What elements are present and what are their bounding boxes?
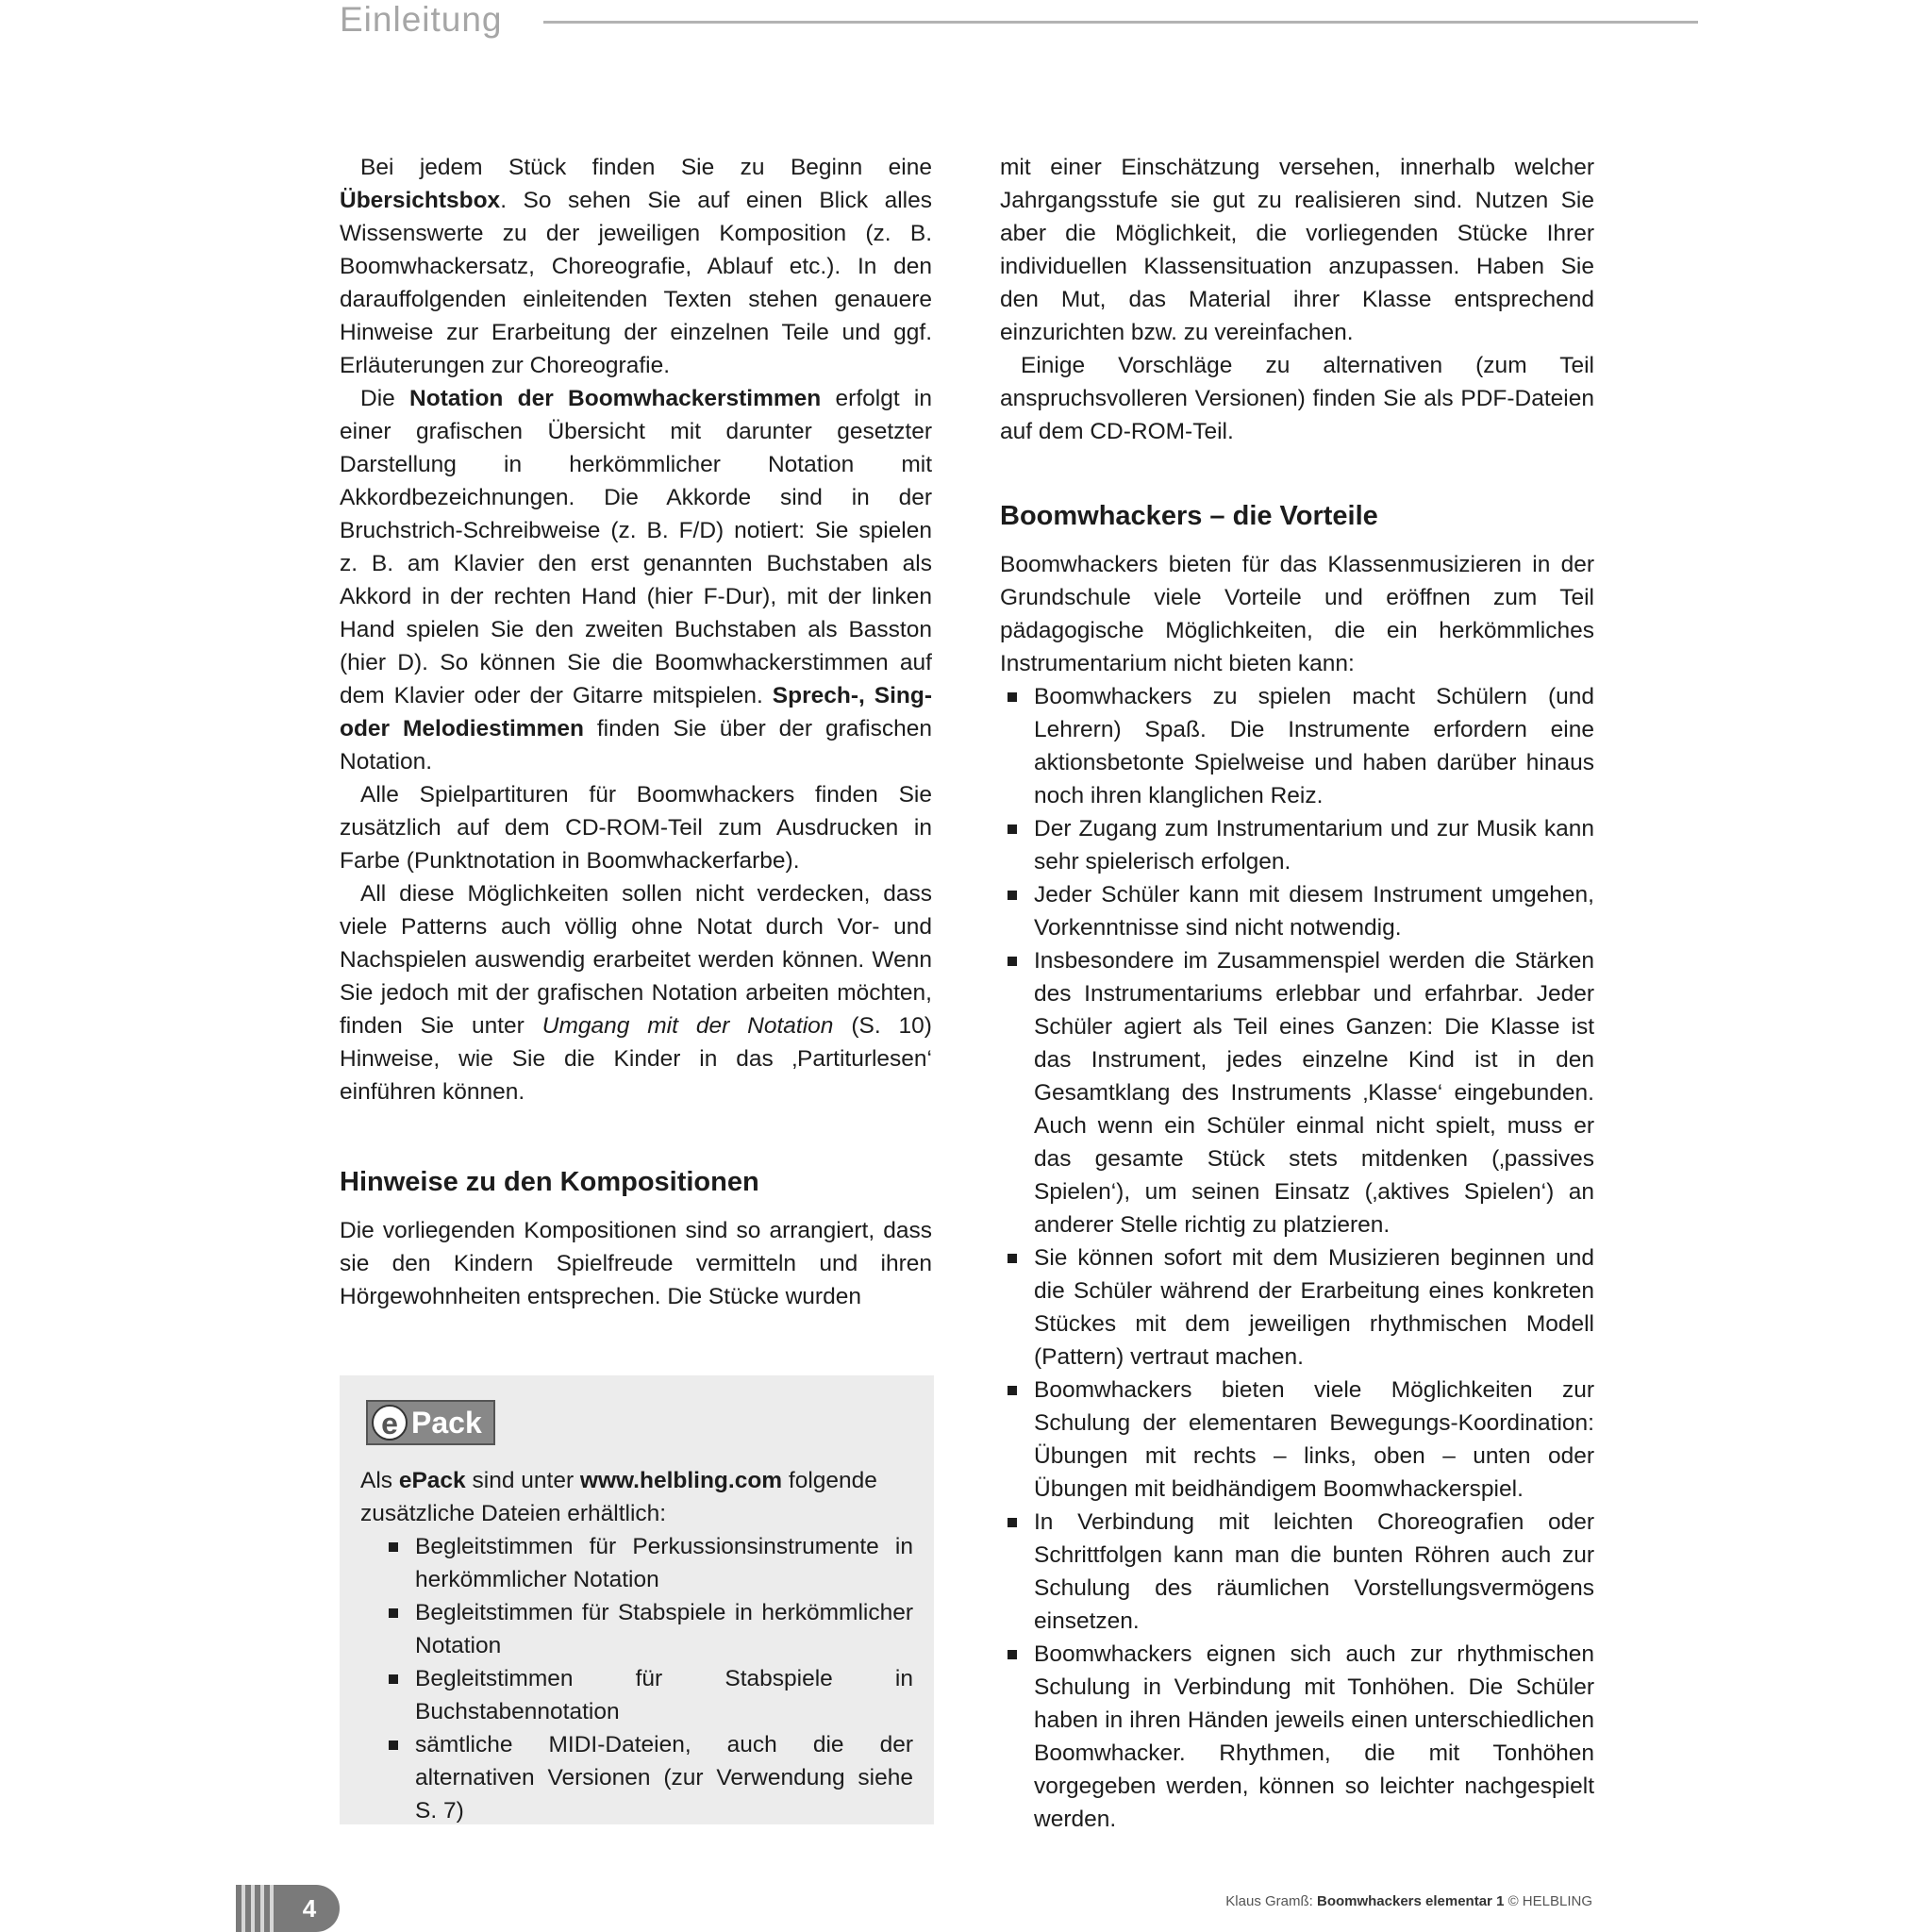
footer-book-title: Boomwhackers elementar 1 — [1316, 1893, 1505, 1909]
text: folgende zusätzliche Dateien erhältlich: — [360, 1468, 877, 1526]
epack-logo-text: Pack — [411, 1405, 482, 1440]
list-item: Der Zugang zum Instrumentarium und zur Musik kann sehr spielerisch erfolgen. — [1000, 812, 1594, 878]
paragraph-kompositionen: Die vorliegenden Kompositionen sind so arrangiert, dass sie den Kindern Spielfreude vermitteln und ihren Hörgewohnheiten entsprechen. Die Stücke wurden — [340, 1218, 932, 1309]
bold-term: Notation der Boomwhackerstimmen — [409, 386, 822, 411]
list-item: Boomwhackers bieten viele Möglichkeiten zur Schulung der elementaren Bewegungs-Koordination: Übungen mit rechts – links, oben – unten oder Übungen mit beidhändigem Boomwhackerspiel. — [1000, 1374, 1594, 1506]
footer-publisher: © HELBLING — [1504, 1893, 1592, 1909]
text: . So sehen Sie auf einen Blick alles Wissenswerte zu der jeweiligen Komposition (z. B. Boomwhackersatz, Choreografie, Ablauf etc.). In den darauffolgenden einleitenden Texten stehen genauere Hinweise zur Erarbeitung der einzelnen Teile und ggf. Erläuterungen zur Choreografie. — [340, 188, 932, 378]
paragraph-vorteile-intro: Boomwhackers bieten für das Klassenmusizieren in der Grundschule viele Vorteile und eröffnen zum Teil pädagogische Möglichkeiten, die ein herkömmliches Instrumentarium nicht bieten kann: — [1000, 552, 1594, 676]
text: (S. 10) Hinweise, wie Sie die Kinder in das ‚Partiturlesen‘ einführen können. — [340, 1013, 932, 1105]
paragraph-einschaetzung: mit einer Einschätzung versehen, innerhalb welcher Jahrgangsstufe sie gut zu realisieren sind. Nutzen Sie aber die Möglichkeit, die vorliegenden Stücke Ihrer individuellen Klassensituation anzupassen. Haben Sie den Mut, das Material ihrer Klasse entsprechend einzurichten bzw. zu vereinfachen. — [1000, 155, 1594, 345]
heading-vorteile: Boomwhackers – die Vorteile — [1000, 501, 1378, 531]
epack-e-icon: e — [372, 1405, 408, 1441]
footer-credits — [1225, 1893, 1592, 1909]
chapter-title: Einleitung — [340, 0, 503, 39]
page-number-tab — [236, 1885, 340, 1932]
text: sind unter — [465, 1468, 580, 1493]
paragraph-spielpartituren: Alle Spielpartituren für Boomwhackers finden Sie zusätzlich auf dem CD-ROM-Teil zum Ausdrucken in Farbe (Punktnotation in Boomwhackerfarbe). — [340, 782, 932, 874]
paragraph-vorschlaege: Einige Vorschläge zu alternativen (zum Teil anspruchsvolleren Versionen) finden Sie als PDF-Dateien auf dem CD-ROM-Teil. — [1000, 353, 1594, 444]
list-item: Begleitstimmen für Stabspiele in herkömmlicher Notation — [360, 1596, 913, 1662]
epack-logo — [366, 1400, 495, 1445]
list-item: Jeder Schüler kann mit diesem Instrument umgehen, Vorkenntnisse sind nicht notwendig. — [1000, 878, 1594, 944]
list-item: In Verbindung mit leichten Choreografien oder Schrittfolgen kann man die bunten Röhren auch zur Schulung des räumlichen Vorstellungsvermögens einsetzen. — [1000, 1506, 1594, 1638]
bold-term: ePack — [398, 1468, 466, 1493]
vorteile-list — [1000, 680, 1594, 1836]
heading-kompositionen: Hinweise zu den Kompositionen — [340, 1167, 759, 1197]
header-rule — [543, 21, 1698, 24]
text: Als — [360, 1468, 399, 1493]
list-item: Sie können sofort mit dem Musizieren beginnen und die Schüler während der Erarbeitung eines konkreten Stückes mit dem jeweiligen rhythmischen Modell (Pattern) vertraut machen. — [1000, 1241, 1594, 1374]
left-column — [340, 151, 932, 1313]
paragraph-notation — [340, 382, 932, 778]
text: Bei jedem Stück finden Sie zu Beginn eine — [360, 155, 932, 180]
text: All diese Möglichkeiten sollen nicht verdecken, dass viele Patterns auch völlig ohne Notat durch Vor- und Nachspielen auswendig erarbeitet werden können. Wenn Sie jedoch mit der grafischen Notation arbeiten möchten, finden Sie unter — [340, 881, 932, 1039]
epack-box — [340, 1375, 934, 1824]
text: Die — [360, 386, 410, 411]
text: erfolgt in einer grafischen Übersicht mit darunter gesetzter Darstellung in herkömmlicher Notation mit Akkordbezeichnungen. Die Akkorde sind in der Bruchstrich-Schreibweise (z. B. F/D) notiert: Sie spielen z. B. am Klavier den erst genannten Buchstaben als Akkord in der rechten Hand (hier F-Dur), mit der linken Hand spielen Sie den zweiten Buchstaben als Basston (hier D). So können Sie die Boomwhackerstimmen auf dem Klavier oder der Gitarre mitspielen. — [340, 386, 932, 708]
list-item: Insbesondere im Zusammenspiel werden die Stärken des Instrumentariums erlebbar und erfahrbar. Jeder Schüler agiert als Teil eines Ganzen: Die Klasse ist das Instrument, jedes einzelne Kind ist in den Gesamtklang des Instruments ‚Klasse‘ eingebunden. Auch wenn ein Schüler einmal nicht spielt, muss er das gesamte Stück stets mitdenken (‚passives Spielen‘), um seinen Einsatz (‚aktives Spielen‘) an anderer Stelle richtig zu platzieren. — [1000, 944, 1594, 1241]
epack-list — [360, 1530, 913, 1827]
text: finden Sie über der grafischen Notation. — [340, 716, 932, 774]
website-link[interactable]: www.helbling.com — [579, 1468, 783, 1493]
page-number: 4 — [279, 1885, 340, 1932]
italic-reference: Umgang mit der Notation — [541, 1013, 834, 1039]
list-item: Begleitstimmen für Perkussionsinstrumente in herkömmlicher Notation — [360, 1530, 913, 1596]
paragraph-uebersichtsbox — [340, 151, 932, 382]
right-column — [1000, 151, 1594, 1836]
list-item: Boomwhackers zu spielen macht Schülern (und Lehrern) Spaß. Die Instrumente erfordern eine aktionsbetonte Spielweise und haben darüber hinaus noch ihren klanglichen Reiz. — [1000, 680, 1594, 812]
list-item: Boomwhackers eignen sich auch zur rhythmischen Schulung in Verbindung mit Tonhöhen. Die Schüler haben in ihren Händen jeweils einen unterschiedlichen Boomwhacker. Rhythmen, die mit Tonhöhen vorgegeben werden, können so leichter nachgespielt werden. — [1000, 1638, 1594, 1836]
bold-term: Übersichtsbox — [340, 188, 501, 213]
list-item: Begleitstimmen für Stabspiele in Buchstabennotation — [360, 1662, 913, 1728]
bold-term: Sprech-, Sing- oder Melodiestimmen — [340, 683, 932, 741]
paragraph-moeglichkeiten — [340, 877, 932, 1108]
list-item: sämtliche MIDI-Dateien, auch die der alternativen Versionen (zur Verwendung siehe S. 7) — [360, 1728, 913, 1827]
footer-author: Klaus Gramß: — [1225, 1893, 1317, 1909]
epack-intro — [360, 1464, 913, 1530]
